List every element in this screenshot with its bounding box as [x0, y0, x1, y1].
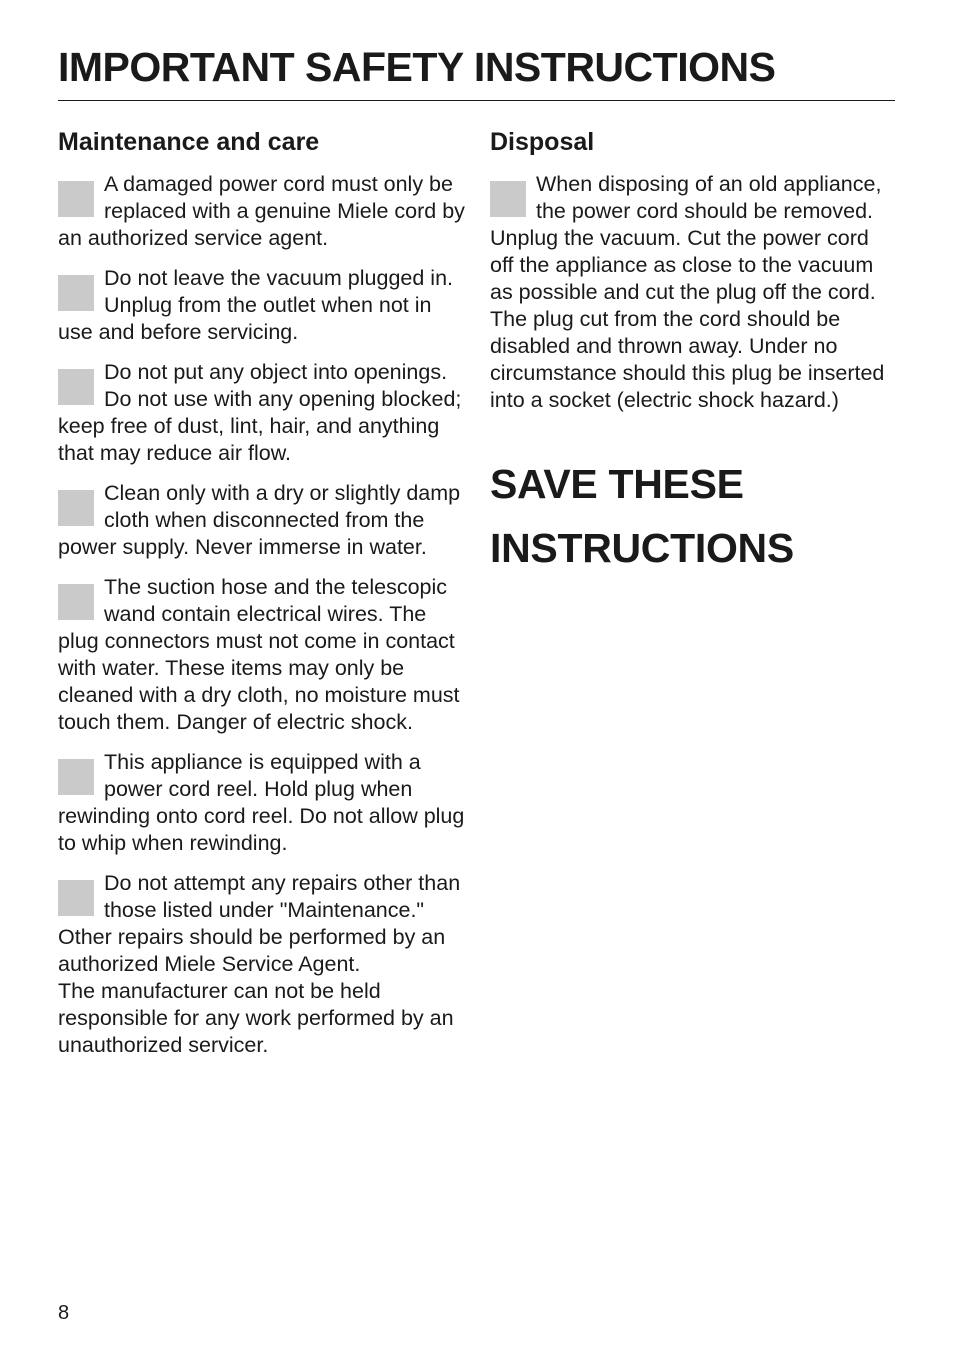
list-item [58, 574, 470, 736]
bullet-square-icon [58, 584, 94, 620]
list-item-text: Do not attempt any repairs other than those listed under "Maintenance." Other repairs should be performed by an authorized Miele Service Agent. [58, 871, 461, 976]
bullet-square-icon [58, 369, 94, 405]
bullet-square-icon [58, 181, 94, 217]
list-item-text: Do not put any object into openings. Do not use with any opening blocked; keep free of dust, lint, hair, and anything that may reduce air flow. [58, 360, 462, 465]
list-item [58, 171, 470, 252]
list-item [58, 870, 470, 1059]
maintenance-heading: Maintenance and care [58, 128, 320, 156]
list-item-text: Do not leave the vacuum plugged in. Unplug from the outlet when not in use and before servicing. [58, 266, 454, 344]
list-item-text: This appliance is equipped with a power cord reel. Hold plug when rewinding onto cord reel. Do not allow plug to whip when rewinding. [58, 750, 465, 855]
disposal-section [490, 126, 890, 580]
list-item [58, 265, 470, 346]
save-instructions-heading [490, 452, 890, 580]
list-item [58, 480, 470, 561]
list-item-text: A damaged power cord must only be replaced with a genuine Miele cord by an authorized service agent. [58, 172, 465, 250]
title-divider [58, 100, 895, 101]
bullet-square-icon [490, 181, 526, 217]
maintenance-section [58, 126, 470, 1072]
list-item [490, 171, 890, 414]
manufacturer-note: The manufacturer can not be held responsible for any work performed by an unauthorized servicer. [58, 979, 454, 1057]
page-title: IMPORTANT SAFETY INSTRUCTIONS [58, 44, 776, 90]
list-item [58, 359, 470, 467]
page-number: 8 [58, 1302, 70, 1324]
list-item-text: Clean only with a dry or slightly damp cloth when disconnected from the power supply. Never immerse in water. [58, 481, 461, 559]
disposal-heading: Disposal [490, 128, 595, 156]
bullet-square-icon [58, 275, 94, 311]
save-heading-line1: SAVE THESE [490, 461, 744, 507]
save-heading-line2: INSTRUCTIONS [490, 525, 794, 571]
bullet-square-icon [58, 490, 94, 526]
bullet-square-icon [58, 759, 94, 795]
bullet-square-icon [58, 880, 94, 916]
list-item-text: When disposing of an old appliance, the power cord should be removed. Unplug the vacuum. Cut the power cord off the appliance as close to the vacuum as possible and cut the plug off the cord. The plug cut from the cord should be disabled and thrown away. Under no circumstance should this plug be inserted into a socket (electric shock hazard.) [490, 172, 885, 412]
list-item-text: The suction hose and the telescopic wand contain electrical wires. The plug connectors must not come in contact with water. These items may only be cleaned with a dry cloth, no moisture must touch them. Danger of electric shock. [58, 575, 460, 734]
list-item [58, 749, 470, 857]
